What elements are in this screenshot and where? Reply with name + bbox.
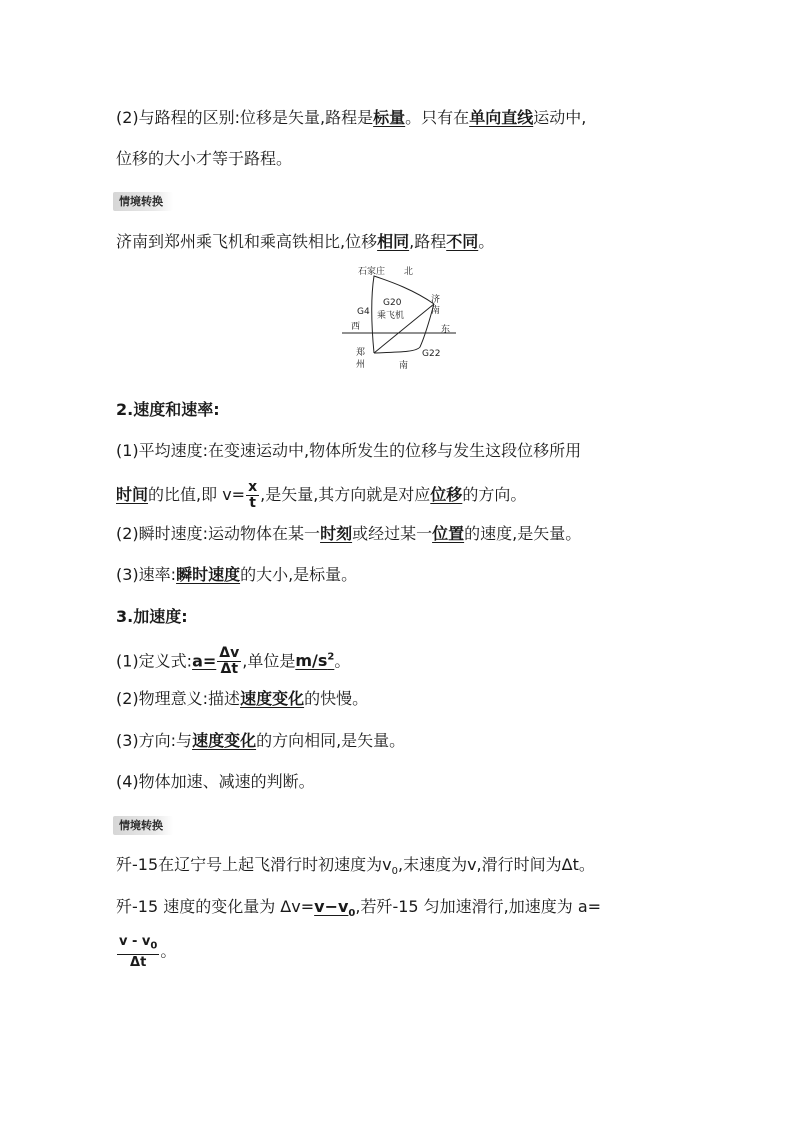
answer-blank: 时刻 <box>320 524 353 543</box>
answer-blank: 速度变化 <box>240 689 305 708</box>
label-south: 南 <box>399 361 409 371</box>
label-g4: G4 <box>357 307 370 317</box>
paragraph-line: (2)与路程的区别:位移是矢量,路程是标量。只有在单向直线运动中, <box>116 108 587 127</box>
paragraph-line: 时间的比值,即 v= $\frac{x}{t}$ ,是矢量,其方向就是对应位移的方向。 <box>116 479 527 511</box>
paragraph-line: (3)速率:瞬时速度的大小,是标量。 <box>116 565 358 584</box>
section-title: 3.加速度: <box>116 607 188 626</box>
label-zheng: 郑 <box>356 348 366 358</box>
paragraph-line: (2)瞬时速度:运动物体在某一时刻或经过某一位置的速度,是矢量。 <box>116 524 582 543</box>
label-east: 东 <box>441 325 451 335</box>
context-tag: 情境转换 <box>113 192 173 211</box>
answer-blank: 瞬时速度 <box>176 565 241 584</box>
formula-fraction: $\frac{x}{t}$ <box>248 479 258 511</box>
paragraph-line: 位移的大小才等于路程。 <box>116 149 293 168</box>
label-ji: 济 <box>431 295 441 305</box>
paragraph-line: (1)定义式:a= $\frac{\Delta v}{\Delta t}$ ,单位是$m/s^2$。 <box>116 645 351 678</box>
answer-blank: 位移 <box>430 485 463 504</box>
context-tag: 情境转换 <box>113 816 173 835</box>
paragraph-line: (3)方向:与速度变化的方向相同,是矢量。 <box>116 731 406 750</box>
label-shijiazhuang: 石家庄 <box>358 267 386 277</box>
paragraph-line: (4)物体加速、减速的判断。 <box>116 772 315 791</box>
route-map-diagram <box>340 262 460 374</box>
context-line: 济南到郑州乘飞机和乘高铁相比,位移相同,路程不同。 <box>116 232 495 251</box>
label-zhou: 州 <box>356 360 366 370</box>
label-plane: 乘飞机 <box>377 311 405 321</box>
label-north: 北 <box>404 267 414 277</box>
answer-blank: $m/s^2$ <box>295 651 335 671</box>
answer-blank: 单向直线 <box>469 108 534 127</box>
section-title: 2.速度和速率: <box>116 400 220 419</box>
answer-blank: a= <box>192 651 217 671</box>
answer-blank: 相同 <box>377 232 410 251</box>
label-g20: G20 <box>383 298 402 308</box>
answer-blank: $v-v_0$ <box>314 897 356 920</box>
answer-blank: 速度变化 <box>192 731 257 750</box>
answer-blank: 时间 <box>116 485 149 504</box>
answer-blank: 不同 <box>446 232 479 251</box>
answer-blank: 位置 <box>432 524 465 543</box>
label-nan-city: 南 <box>431 306 441 316</box>
paragraph-line: (1)平均速度:在变速运动中,物体所发生的位移与发生这段位移所用 <box>116 441 582 460</box>
label-west: 西 <box>351 322 361 332</box>
formula-fraction: $\frac{v - v_0}{\Delta t}$ <box>119 934 158 970</box>
formula-fraction: $\frac{\Delta v}{\Delta t}$ <box>219 645 240 678</box>
context-line: 歼-15 速度的变化量为 $\Delta v=v-v_0$,若歼-15 匀加速滑行,加速度为 a= <box>116 897 602 920</box>
answer-blank: 标量 <box>373 108 406 127</box>
context-line: $\frac{v - v_0}{\Delta t}$ 。 <box>119 934 177 970</box>
context-line: 歼-15在辽宁号上起飞滑行时初速度为$v_0$,末速度为v,滑行时间为Δt。 <box>116 855 595 878</box>
paragraph-line: (2)物理意义:描述速度变化的快慢。 <box>116 689 369 708</box>
label-g22: G22 <box>422 349 441 359</box>
